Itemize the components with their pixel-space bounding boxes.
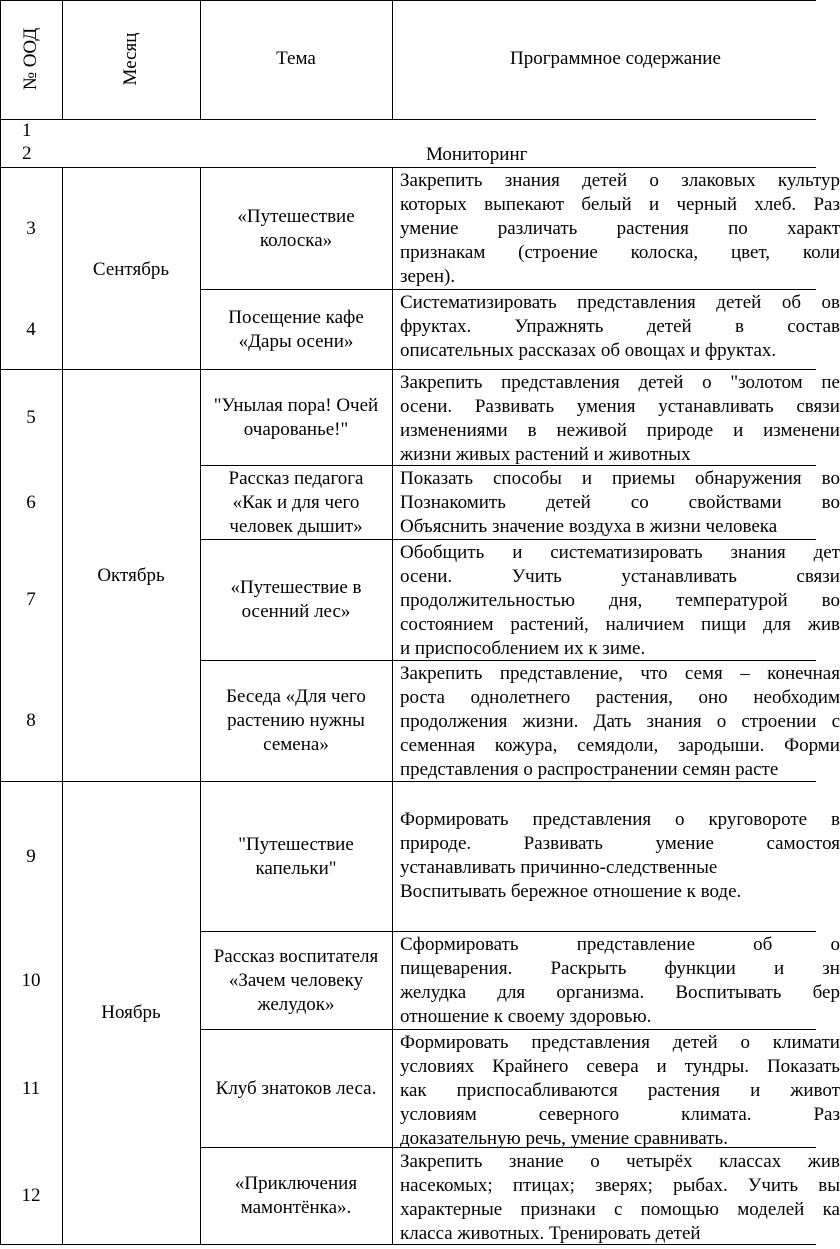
content-word: способы [492,468,562,489]
content-word: детей [646,316,692,337]
content-word: Показать [766,1056,840,1077]
content-word: жив [807,1151,840,1172]
content-line [400,217,840,241]
content-word: помощью [640,1199,719,1220]
content-word: климата. [681,1104,752,1125]
content-word: функции [664,958,736,979]
content-word: знания [504,170,560,191]
content-line [400,1079,840,1103]
content-word: (строение [518,242,598,263]
content-line [400,686,840,710]
content-7 [400,541,840,661]
content-line [400,419,840,443]
content-word: птицах; [512,1175,575,1196]
month-november: Ноябрь [101,1002,161,1023]
monitoring-bottom-line [0,167,816,168]
content-word: о [830,934,840,955]
monitoring-label: Мониторинг [426,144,528,165]
row-num-5: 5 [26,406,36,428]
row-num-9: 9 [26,845,36,867]
content-word: которых [400,194,467,215]
content-line [400,291,840,315]
content-word: неживой [556,420,627,441]
col-line [62,167,63,1245]
content-word: дня, [608,590,643,611]
table-border-top [0,0,816,1]
content-12 [400,1150,840,1246]
topic-9: "Путешествие капельки" [238,833,354,879]
content-word: обнаружения [695,468,802,489]
content-word: приспосабливаются [456,1080,618,1101]
content-word: умение [655,833,714,854]
content-word: продолжения [400,711,508,732]
content-word: во [821,492,840,513]
content-line: описательных рассказах об овощах и фруктах. [400,340,777,361]
content-word: изменениями [400,420,508,441]
content-word: детей [638,372,684,393]
col-line [62,0,63,120]
content-word: Раскрыть [550,958,627,979]
content-word: растения, [595,687,673,708]
content-word: черный [676,194,738,215]
content-word: осени. [400,396,453,417]
content-word: свойствами [688,492,782,513]
content-line: жизни живых растений и животных [400,444,691,465]
content-line: отношение к своему здоровью. [400,1006,652,1027]
content-line: Воспитывать бережное отношение к воде. [400,881,742,902]
header-topic: Тема [276,48,316,69]
content-word: тундры. [684,1056,750,1077]
month-september: Сентябрь [92,259,170,280]
content-word: кожура, [494,735,558,756]
content-line [400,734,840,758]
content-line [400,662,840,686]
content-word: о [675,809,685,830]
content-word: осени. [400,566,453,587]
content-word: для [762,614,791,635]
topic-3: «Путешествие колоска» [237,205,355,251]
content-word: Закрепить [400,663,483,684]
content-10 [400,933,840,1029]
content-word: и [581,468,593,489]
content-word: Обобщить [400,542,485,563]
content-11 [400,1031,840,1151]
content-word: Крайнего [492,1056,569,1077]
content-word: самостоя [766,833,840,854]
row-line [0,369,816,370]
content-word: растений, [510,614,589,635]
topic-10: Рассказ воспитателя «Зачем человеку желудок» [213,945,379,1015]
content-word: Форми [784,735,840,756]
content-word: жив [807,614,840,635]
content-word: связи [796,566,840,587]
header-content: Программное содержание [510,48,721,69]
content-line [400,315,840,339]
content-line [400,193,840,217]
content-line [400,589,840,613]
content-line [400,613,840,637]
content-word: с [831,711,840,732]
content-word: признакам [400,242,486,263]
topic-6: Рассказ педагога «Как и для чего человек дышит» [228,467,364,537]
row-num-6: 6 [26,491,36,513]
content-word: семя [684,663,723,684]
content-word: климати [772,1032,840,1053]
content-word: приемы [612,468,676,489]
content-word: злаковых [681,170,756,191]
monitoring-num-2: 2 [22,143,32,164]
content-4 [400,291,840,363]
content-word: с [613,1199,623,1220]
content-word: во [821,468,840,489]
content-word: продолжительностью [400,590,575,611]
content-word: насекомых; [400,1175,493,1196]
content-word: об [781,292,801,313]
content-word: представления [532,809,652,830]
content-word: знание [508,1151,564,1172]
content-word: о [716,711,727,732]
row-num-8: 8 [26,710,36,731]
content-word: моделей [737,1199,805,1220]
content-word: коли [802,242,840,263]
content-word: ов [821,292,840,313]
content-word: характерные [400,1199,503,1220]
content-word: Сформировать [400,934,519,955]
content-line: класса животных. Тренировать детей [400,1223,701,1244]
content-line [400,241,840,265]
content-word: растения [616,218,689,239]
content-line [400,395,840,419]
content-line [400,565,840,589]
content-word: знания [646,711,702,732]
content-word: Познакомить [400,492,506,513]
content-word: со [630,492,649,513]
topic-11: Клуб знатоков леса. [215,1077,377,1099]
content-word: условиях [400,1056,475,1077]
content-6 [400,467,840,539]
content-line [400,933,840,957]
content-word: Раз [813,1104,840,1125]
content-word: белый [581,194,632,215]
content-word: Развивать [523,833,603,854]
content-word: представления [501,372,620,393]
content-word: зверях; [595,1175,653,1196]
content-line [400,1103,840,1127]
content-word: и [512,542,523,563]
content-word: Формировать [400,1032,509,1053]
content-line: представления о распространении семян расте [400,759,779,780]
topic-8: Беседа «Для чего растению нужны семена» [226,686,366,755]
content-word: круговороте [708,809,808,830]
content-word: классах [719,1151,782,1172]
content-word: пищеварения. [400,958,513,979]
content-line [400,1055,840,1079]
content-word: и [648,194,660,215]
content-line: устанавливать причинно-следственные [400,857,718,878]
content-word: цвет, [730,242,771,263]
content-word: для [497,982,526,1003]
col-line [392,167,393,1245]
content-word: детей [716,292,762,313]
content-word: связи [796,396,840,417]
content-word: Учить [511,566,562,587]
content-word: признаки [520,1199,596,1220]
content-line [400,491,840,515]
content-word: во [821,590,840,611]
content-word: Показать [400,468,474,489]
content-word: необходим [753,687,840,708]
content-line: доказательную речь, умение сравнивать. [400,1128,728,1149]
content-word: выпекают [484,194,565,215]
content-word: условиям [400,1104,477,1125]
content-word: Дать [593,711,632,732]
content-5 [400,371,840,467]
content-word: представление [576,934,696,955]
content-word: детей [545,492,591,513]
content-word: о [590,1151,600,1172]
col-line [200,167,201,1245]
content-line [400,710,840,734]
content-word: семядоли, [577,735,659,756]
content-line [400,1031,840,1055]
content-word: детей [582,170,628,191]
content-word: строении [741,711,817,732]
content-word: температурой [676,590,788,611]
content-word: желудка [400,982,467,1003]
content-line [400,1198,840,1222]
content-word: детей [672,1032,718,1053]
row-num-7: 7 [26,589,36,610]
content-word: роста [400,687,445,708]
content-word: изменени [763,420,840,441]
content-word: организма. [556,982,645,1003]
content-word: пищи [701,614,747,635]
content-word: северного [538,1104,620,1125]
content-word: Упражнять [514,316,604,337]
content-line [400,371,840,395]
content-word: конечная [767,663,840,684]
content-word: по [728,218,748,239]
content-word: устанавливать [621,566,737,587]
content-word: Закрепить [400,372,483,393]
content-word: Развивать [474,396,555,417]
content-word: представления [577,292,696,313]
content-word: растения [647,1080,721,1101]
content-word: в [527,420,537,441]
topic-7: «Путешествие в осенний лес» [230,577,362,622]
content-line [400,467,840,491]
content-word: состоянием [400,614,494,635]
content-word: "золотом [730,372,803,393]
content-8 [400,662,840,782]
content-word: Систематизировать [400,292,557,313]
content-word: Учить [747,1175,799,1196]
content-line: и приспособлением их к зиме. [400,638,646,659]
header-month: Месяц [120,32,141,86]
content-word: вы [818,1175,840,1196]
content-line [400,957,840,981]
content-word: как [400,1080,427,1101]
header-bottom-line [0,119,816,120]
content-word: зн [822,958,840,979]
content-word: дет [813,542,840,563]
content-word: однолетнего [470,687,571,708]
content-word: четырёх [626,1151,693,1172]
content-word: пе [821,372,840,393]
topic-4: Посещение кафе «Дары осени» [228,306,364,352]
content-word: и [773,958,785,979]
content-word: состав [787,316,840,337]
monitoring-num-1: 1 [22,120,32,141]
content-line [400,1150,840,1174]
content-word: живот [790,1080,840,1101]
content-9 [400,808,840,904]
topic-5: "Унылая пора! Очей очарованье!" [213,394,379,440]
content-line: зерен). [400,266,456,287]
content-line [400,541,840,565]
content-word: бер [812,982,840,1003]
content-word: и [733,420,744,441]
content-word: хлеб. [754,194,797,215]
content-line [400,1174,840,1198]
content-line [400,169,840,193]
row-num-11: 11 [21,1077,41,1099]
content-word: рыбах. [673,1175,728,1196]
content-word: об [753,934,773,955]
row-num-10: 10 [21,969,41,991]
content-word: – [740,663,750,684]
row-num-4: 4 [26,318,36,340]
content-word: систематизировать [550,542,703,563]
content-word: различать [497,218,578,239]
content-word: о [702,372,712,393]
content-word: представления [531,1032,650,1053]
content-word: Закрепить [400,1151,483,1172]
content-word: жизни. [522,711,579,732]
content-word: в [734,316,744,337]
content-word: Раз [813,194,840,215]
content-word: в [831,809,840,830]
row-num-12: 12 [21,1185,41,1206]
content-word: представление, [499,663,623,684]
content-word: о [740,1032,750,1053]
content-line: Объяснить значение воздуха в жизни человека [400,516,778,537]
month-october: Октябрь [97,565,165,586]
content-line [400,808,840,832]
content-word: знания [730,542,786,563]
content-word: природе [646,420,714,441]
content-word: о [649,170,659,191]
content-word: и [656,1056,667,1077]
content-word: умения [576,396,636,417]
content-word: Воспитывать [675,982,782,1003]
header-num: № ООД [20,27,41,91]
content-line [400,832,840,856]
content-word: оно [698,687,728,708]
content-word: фруктах. [400,316,472,337]
content-word: Закрепить [400,170,483,191]
content-word: колоска, [630,242,699,263]
content-word: культур [777,170,840,191]
content-word: Формировать [400,809,509,830]
content-word: семенная [400,735,476,756]
content-word: ка [822,1199,840,1220]
content-word: природе. [400,833,472,854]
topic-12: «Приключения мамонтёнка». [234,1173,358,1218]
content-word: и [750,1080,761,1101]
content-word: умение [400,218,459,239]
content-line [400,981,840,1005]
content-word: характ [787,218,840,239]
row-num-3: 3 [26,217,36,239]
content-word: севера [586,1056,639,1077]
content-word: что [640,663,668,684]
content-3 [400,169,840,289]
content-word: зародыши. [677,735,765,756]
content-word: устанавливать [658,396,774,417]
content-word: наличием [605,614,685,635]
